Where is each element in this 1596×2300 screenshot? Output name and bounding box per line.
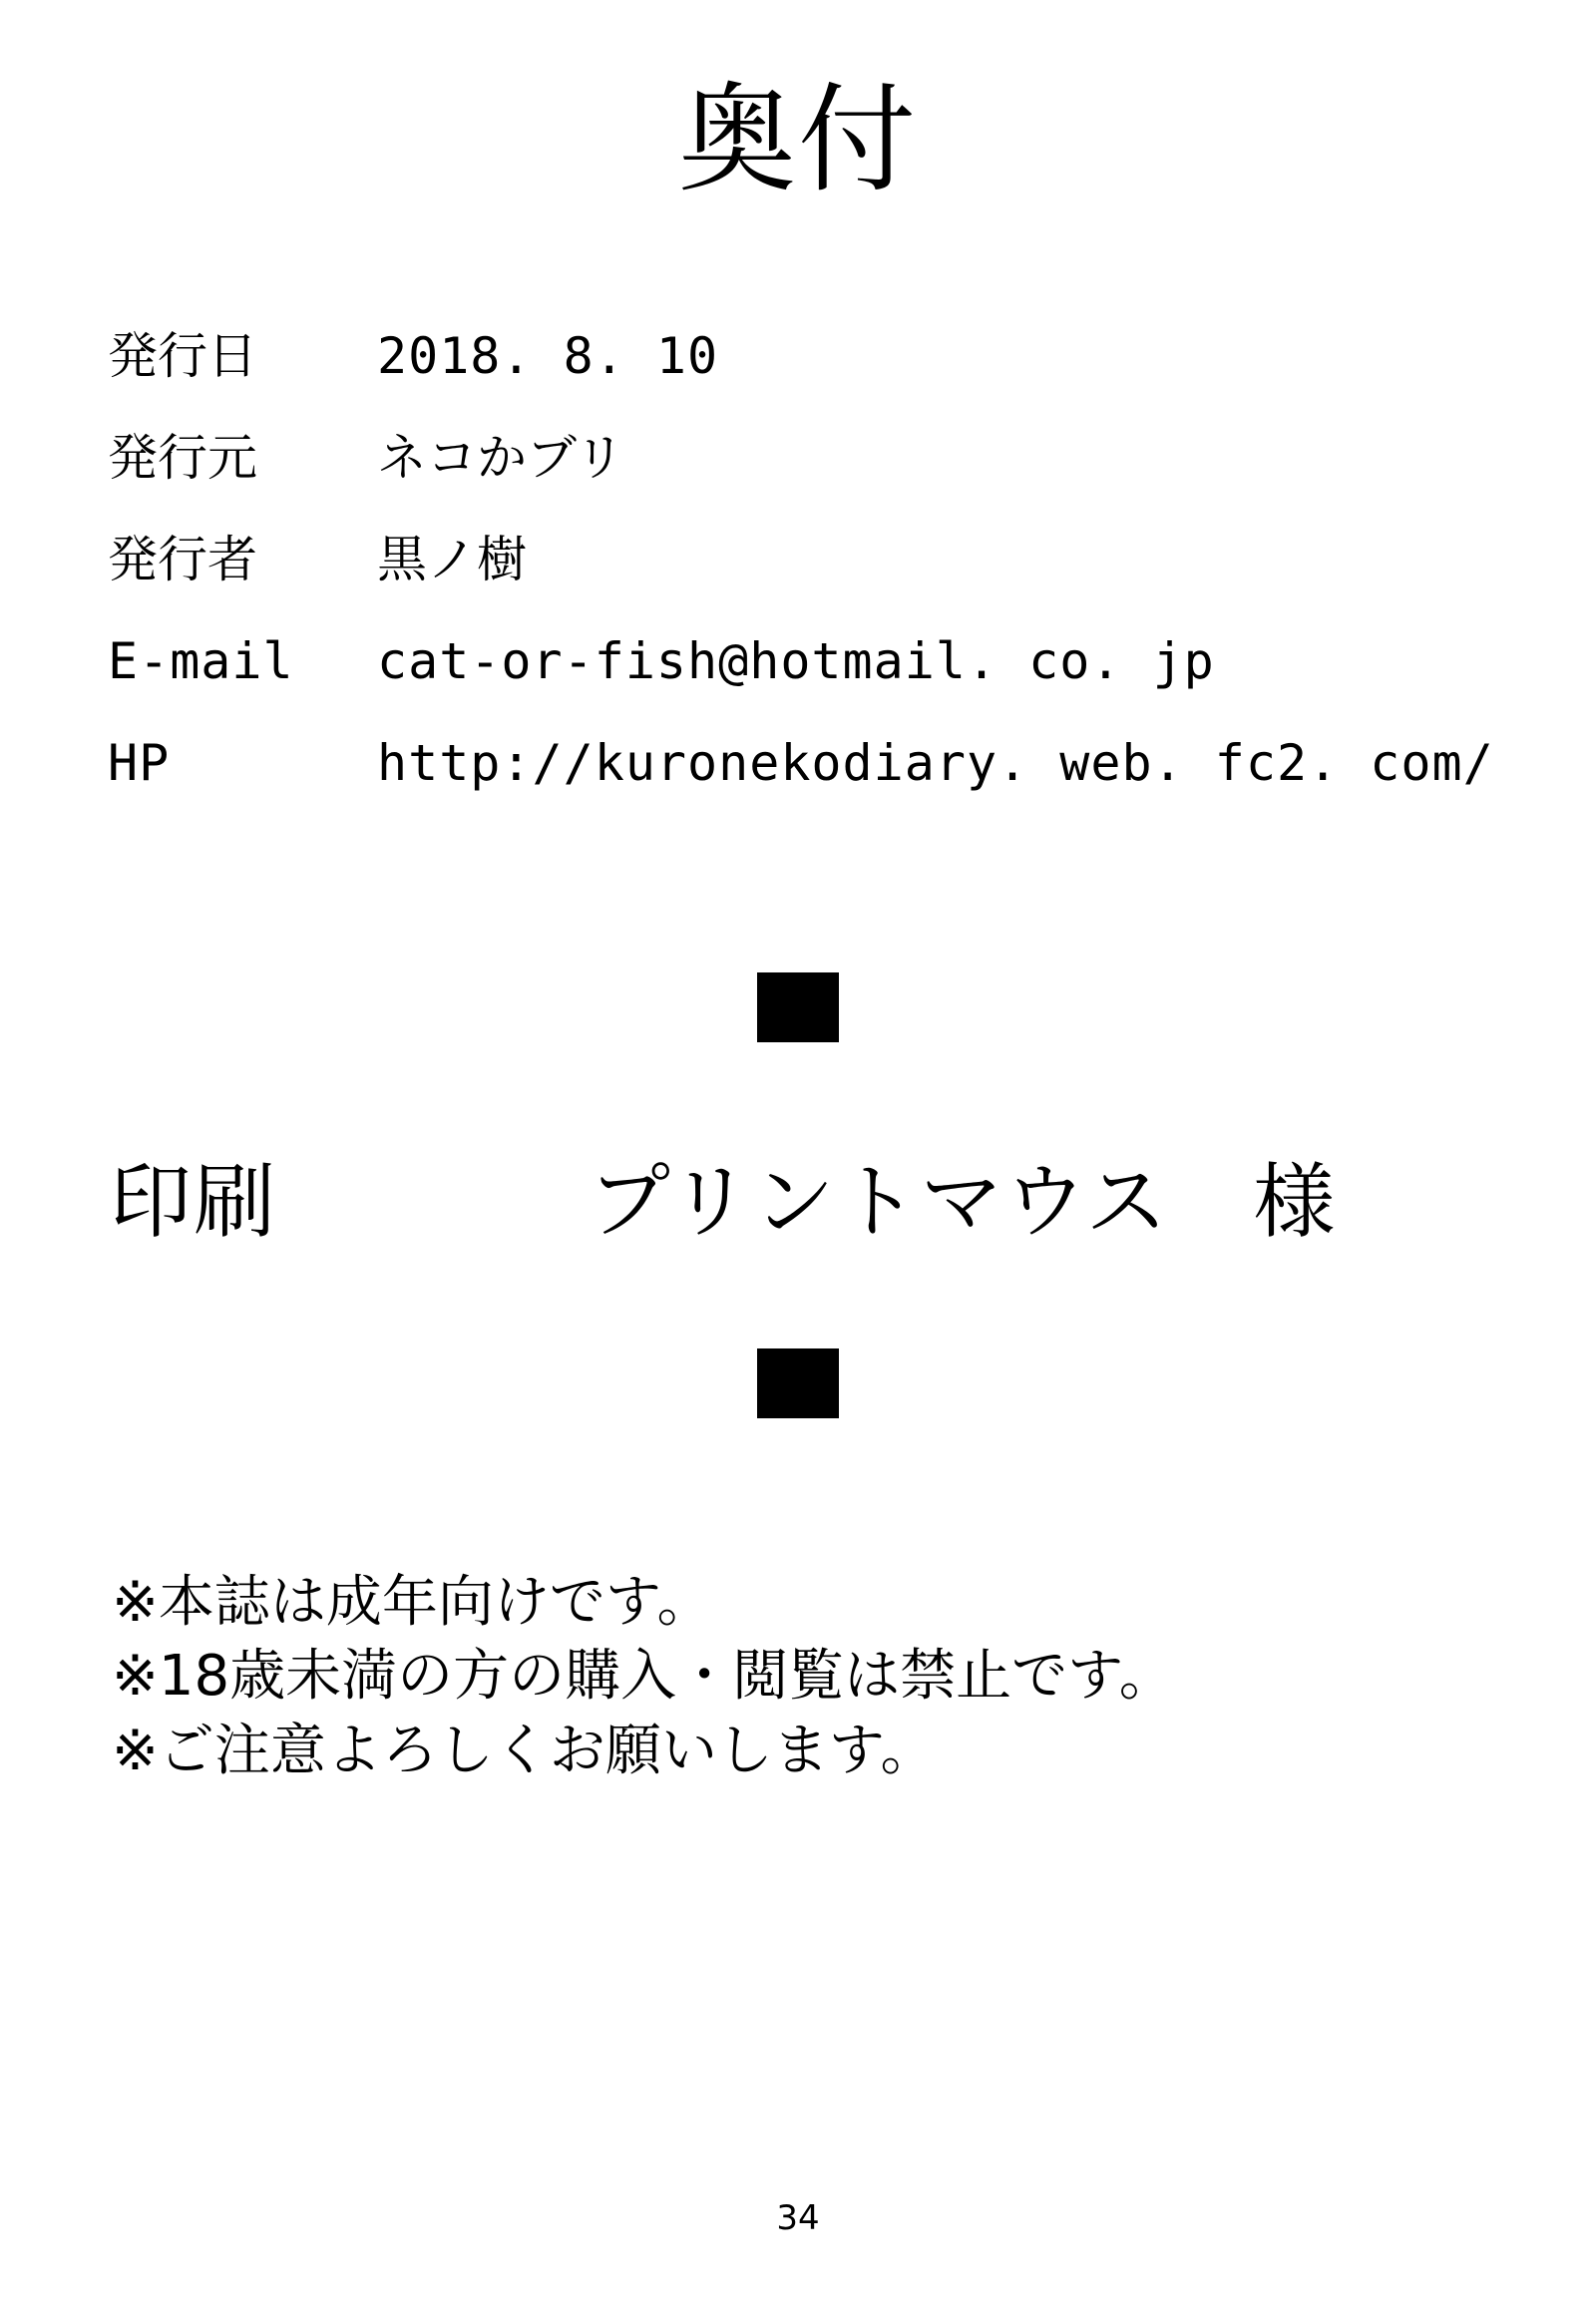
info-label-publication-date: 発行日 <box>108 327 257 385</box>
printer-credit <box>0 1137 1596 1254</box>
publication-info-list <box>108 329 1504 838</box>
info-row-email <box>108 634 1504 706</box>
notice-line-age-restriction: ※18歳未満の方の購入・閲覧は禁止です。 <box>112 1644 1175 1710</box>
printer-label: 印刷 <box>110 1155 278 1250</box>
info-value-publisher: ネコかブリ <box>377 429 624 487</box>
info-row-author <box>108 533 1504 604</box>
info-label-publisher: 発行元 <box>108 429 257 487</box>
page-number: 34 <box>776 2198 820 2238</box>
info-value-homepage: http://kuronekodiary. web. fc2. com/ <box>377 734 1494 792</box>
info-row-publication-date <box>108 329 1504 401</box>
info-row-publisher <box>108 431 1504 503</box>
info-label-homepage: HP <box>108 734 171 792</box>
info-label-author: 発行者 <box>108 531 257 588</box>
printer-name: プリントマウス 様 <box>589 1155 1338 1250</box>
info-row-homepage <box>108 736 1504 808</box>
notice-block <box>112 1566 1508 1788</box>
notice-line-request: ※ご注意よろしくお願いします。 <box>112 1718 937 1783</box>
page-title: 奥付 <box>677 71 918 208</box>
info-value-email: cat-or-fish@hotmail. co. jp <box>377 632 1215 690</box>
info-value-author: 黒ノ樹 <box>377 531 527 588</box>
divider-square-bottom <box>757 1348 839 1418</box>
info-value-publication-date: 2018. 8. 10 <box>377 327 719 385</box>
notice-line-adult-content: ※本誌は成年向けです。 <box>112 1570 713 1635</box>
info-label-email: E-mail <box>108 632 294 690</box>
divider-square-top <box>757 972 839 1042</box>
